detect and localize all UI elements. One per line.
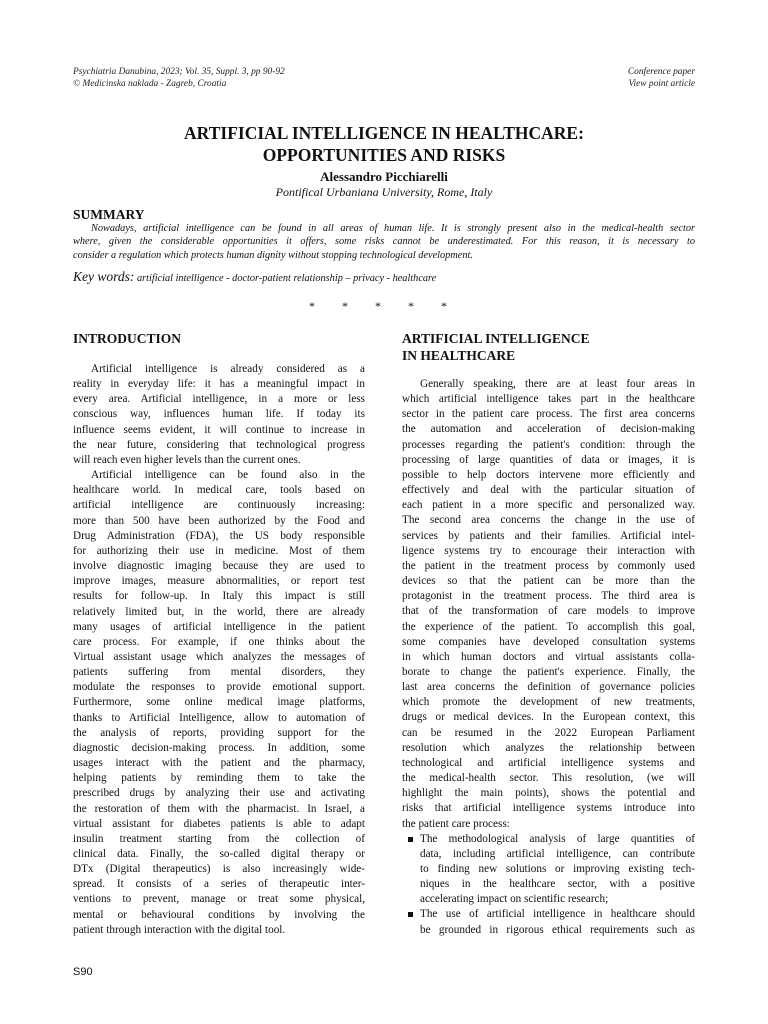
text-line: spread. It consists of a series of therapeutic inter- bbox=[73, 878, 365, 891]
text-line: mental or behavioural conditions by involving the bbox=[73, 908, 365, 921]
text-line: to finding new solutions or improving existing tech- bbox=[420, 863, 695, 875]
text-line: accelerating impact on scientific research; bbox=[420, 893, 609, 906]
text-line: artificial intelligence are continuously increasing: bbox=[73, 499, 365, 512]
text-line: highlight the main points), shows the potential and bbox=[402, 787, 695, 800]
text-line: drugs or medical devices. In the European context, this bbox=[402, 711, 695, 724]
text-line: technological and artificial intelligence systems and bbox=[402, 756, 695, 769]
text-line: prescribed drugs by analyzing their use and activating bbox=[73, 787, 365, 800]
bullet-item bbox=[402, 832, 695, 908]
text-line: the medical-health sector. This resolution, (we will bbox=[402, 772, 695, 785]
text-line: involve diagnostic imaging because they are used to bbox=[73, 560, 365, 573]
article-type bbox=[628, 67, 695, 90]
keywords-text: artificial intelligence - doctor-patient relationship – privacy - healthcare bbox=[136, 273, 437, 284]
bullet-square-icon bbox=[408, 837, 413, 842]
text-line: processing of large quantities of data or images, it is bbox=[402, 453, 695, 466]
text-line: influence seems evident, it will continue to increase in bbox=[73, 423, 365, 436]
text-line: the restoration of them with the pharmacist. In Israel, a bbox=[73, 802, 365, 815]
text-line: The use of artificial intelligence in healthcare should bbox=[420, 908, 695, 921]
text-line: diagnostic decision-making process. In addition, some bbox=[73, 741, 365, 754]
introduction-body bbox=[73, 362, 365, 938]
author-name: Alessandro Picchiarelli bbox=[320, 169, 448, 184]
text-line: modulate the responses to provide emotional support. bbox=[73, 681, 365, 694]
text-line: patient through interaction with the digital tool. bbox=[73, 923, 286, 936]
text-line: processes regarding the patient's condition: through the bbox=[402, 438, 695, 451]
text-line: every area. Artificial intelligence, in a more or less bbox=[73, 393, 365, 406]
text-line: The methodological analysis of large quantities of bbox=[420, 832, 695, 845]
text-line: niques in the healthcare sector, with a positive bbox=[420, 878, 695, 891]
text-line: will reach even higher levels than the current ones. bbox=[73, 453, 301, 466]
text-line: ventions to prevent, manage or treat some physical, bbox=[73, 893, 365, 906]
text-line: more than 500 have been authorized by the Food and bbox=[73, 514, 365, 527]
text-line: the near future, considering that technological progress bbox=[73, 438, 365, 451]
text-line: devices so that the patient can be more than the bbox=[402, 575, 695, 588]
text-line: the patient care process: bbox=[402, 817, 510, 830]
text-line: care process. For example, if one thinks about the bbox=[73, 635, 365, 648]
text-line: Furthermore, some online medical image platforms, bbox=[73, 696, 365, 709]
article-type-line-2: View point article bbox=[628, 78, 695, 89]
text-line: be grounded in rigorous ethical requirements such as bbox=[420, 923, 695, 936]
text-line: possible to help doctors intervene more efficiently and bbox=[402, 468, 695, 481]
text-line: usages interact with the patient and the pharmacy, bbox=[73, 757, 365, 770]
text-line: services by patients and their families. Artificial intel- bbox=[402, 529, 695, 542]
keywords bbox=[73, 269, 436, 287]
text-line: risks that artificial intelligence systems introduce into bbox=[402, 802, 695, 815]
ai-healthcare-heading bbox=[402, 330, 695, 364]
ai-healthcare-column bbox=[402, 330, 695, 938]
journal-line-2: © Medicinska naklada - Zagreb, Croatia bbox=[73, 78, 227, 89]
text-line: Drug Administration (FDA), the US body responsible bbox=[73, 529, 365, 542]
paragraph bbox=[402, 377, 695, 832]
summary-heading: SUMMARY bbox=[73, 207, 145, 222]
text-line: sector in the patient care process. The first area concerns bbox=[402, 408, 695, 421]
text-line: data, including artificial intelligence, can contribute bbox=[420, 847, 695, 860]
text-line: borate to change the patient's experience. Finally, the bbox=[402, 665, 695, 678]
text-line: the patient in the treatment process by commonly used bbox=[402, 559, 695, 572]
section-separator: * * * * * bbox=[309, 299, 459, 313]
text-line: effectively and deal with the particular situation of bbox=[402, 484, 695, 497]
text-line: protagonist in the treatment process. The third area is bbox=[402, 590, 695, 603]
text-line: the automation and acceleration of decision-making bbox=[402, 423, 695, 436]
text-line: many usages of artificial intelligence in the patient bbox=[73, 620, 365, 633]
text-line: Artificial intelligence is already considered as a bbox=[91, 363, 365, 375]
text-line: insulin treatment starting from the collection of bbox=[73, 832, 365, 845]
text-line: each patient in a more specific and personalized way. bbox=[402, 499, 695, 512]
text-line: conscious way, influences human life. If today its bbox=[73, 408, 365, 421]
text-line: that of the transformation of care models to improve bbox=[402, 605, 695, 618]
text-line: the experience of the patient. To accomplish this goal, bbox=[402, 620, 695, 633]
heading-line: IN HEALTHCARE bbox=[402, 348, 516, 363]
text-line: some companies have developed consultation systems bbox=[402, 635, 695, 648]
ai-healthcare-body bbox=[402, 377, 695, 938]
article-type-line-1: Conference paper bbox=[627, 67, 695, 77]
text-line: reality in everyday life: it has a meaningful impact in bbox=[73, 378, 365, 391]
text-line: in which human doctors and virtual assistants colla- bbox=[402, 650, 695, 663]
article-title bbox=[73, 122, 695, 166]
bullet-item bbox=[402, 907, 695, 937]
text-line: which artificial intelligence takes part in the healthcare bbox=[402, 393, 695, 406]
text-line: patients suffering from mental disorders, they bbox=[73, 666, 365, 679]
paragraph bbox=[73, 362, 365, 468]
text-line: The second area concerns the change in the use of bbox=[402, 514, 695, 527]
text-line: thanks to Artificial Intelligence, allow to automation of bbox=[73, 711, 365, 724]
author-affiliation: Pontifical Urbaniana University, Rome, Italy bbox=[275, 185, 493, 199]
text-line: virtual assistant for diabetes patients is able to adapt bbox=[73, 817, 365, 830]
summary-line: consider a regulation which protects human dignity without stopping technological development. bbox=[73, 249, 473, 261]
text-line: ligence systems try to encourage their interaction with bbox=[402, 544, 695, 557]
page-number: S90 bbox=[73, 966, 93, 978]
introduction-column bbox=[73, 330, 365, 938]
keywords-label: Key words: bbox=[73, 269, 135, 284]
title-line: ARTIFICIAL INTELLIGENCE IN HEALTHCARE: bbox=[184, 123, 584, 143]
text-line: the analysis of reports, providing support for the bbox=[73, 726, 365, 739]
summary-text bbox=[73, 222, 695, 262]
title-line: OPPORTUNITIES AND RISKS bbox=[262, 145, 506, 165]
heading-line: ARTIFICIAL INTELLIGENCE bbox=[402, 331, 590, 346]
text-line: DTx (Digital therapeutics) is also increasingly wide- bbox=[73, 863, 365, 876]
text-line: Artificial intelligence can be found also in the bbox=[91, 469, 365, 482]
introduction-heading: INTRODUCTION bbox=[73, 331, 182, 346]
text-line: healthcare world. In medical care, tools based on bbox=[73, 484, 365, 497]
summary-line: where, given the considerable opportunities it offers, some risks cannot be underestimated. For this reason, it is necessary to bbox=[73, 236, 695, 248]
text-line: helping patients by reminding them to take the bbox=[73, 772, 365, 785]
text-line: relatively limited but, in the world, there are already bbox=[73, 605, 365, 618]
text-line: can be resumed in the 2022 European Parliament bbox=[402, 726, 695, 739]
journal-line-1: Psychiatria Danubina, 2023; Vol. 35, Suppl. 3, pp 90-92 bbox=[73, 67, 285, 77]
paragraph bbox=[73, 468, 365, 938]
text-line: results for follow-up. In Italy this impact is still bbox=[73, 590, 365, 603]
text-line: improve images, measure abnormalities, or report test bbox=[73, 575, 365, 588]
text-line: resolution which analyzes the relationship between bbox=[402, 741, 695, 754]
text-line: last area concerns the definition of governance policies bbox=[402, 681, 695, 694]
text-line: for authorizing their use in medicine. Most of them bbox=[73, 544, 365, 557]
text-line: Virtual assistant usage which analyzes the messages of bbox=[73, 650, 365, 663]
text-line: which promote the development of new treatments, bbox=[402, 696, 695, 709]
text-line: clinical data. Finally, the so-called digital therapy or bbox=[73, 848, 365, 860]
journal-citation bbox=[73, 67, 285, 90]
bullet-square-icon bbox=[408, 912, 413, 917]
text-line: Generally speaking, there are at least four areas in bbox=[420, 378, 695, 390]
summary-line: Nowadays, artificial intelligence can be found in all areas of human life. It is strongly present also in the medical-health sector bbox=[91, 223, 695, 234]
